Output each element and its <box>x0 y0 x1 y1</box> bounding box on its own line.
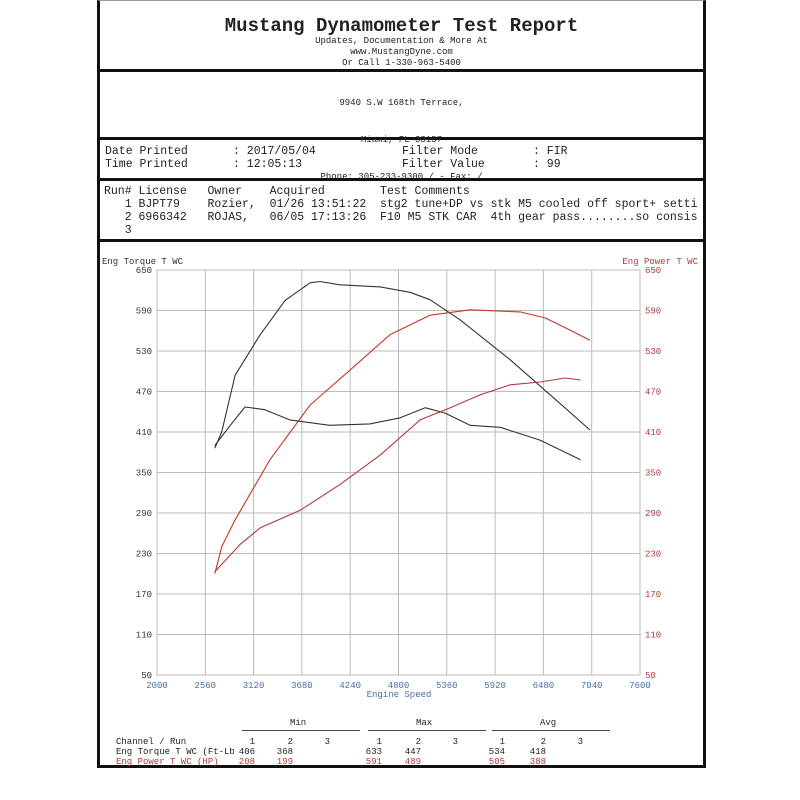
report-title: Mustang Dynamometer Test Report <box>224 15 579 37</box>
address-phone: Phone: 305-233-9300 / - Fax: / <box>320 172 483 182</box>
y-right-tick-label: 470 <box>645 387 662 398</box>
x-tick-label: 4800 <box>387 681 410 691</box>
header-line: Updates, Documentation & More At <box>315 36 488 46</box>
x-tick-label: 3120 <box>242 681 265 691</box>
y-left-tick-label: 410 <box>135 428 152 438</box>
y-left-tick-label: 470 <box>135 387 152 398</box>
stat-min: 368 <box>276 747 293 757</box>
x-tick-label: 7600 <box>629 681 651 691</box>
y-right-tick-label: 110 <box>645 630 662 641</box>
y-left-tick-label: 290 <box>135 509 152 519</box>
filter-value-label: Filter Value <box>402 158 485 171</box>
stat-min: 406 <box>238 747 255 757</box>
stat-max: 633 <box>365 747 382 757</box>
stats-group-max: Max <box>416 718 433 728</box>
y-right-tick-label: 650 <box>645 266 662 276</box>
y-left-tick-label: 650 <box>135 266 152 276</box>
time-label: Time Printed <box>105 158 188 171</box>
run-number: 1 <box>499 737 505 747</box>
channel-run-header: Channel / Run <box>116 737 187 747</box>
y-left-tick-label: 170 <box>135 590 152 600</box>
address-line: 9940 S.W 168th Terrace, <box>339 98 464 108</box>
channel-label: Eng Power T WC (HP) <box>116 757 219 767</box>
group-underline <box>368 730 486 731</box>
x-tick-label: 7040 <box>580 681 603 691</box>
run-number: 3 <box>324 737 330 747</box>
y-left-tick-label: 50 <box>141 671 152 681</box>
y-right-tick-label: 410 <box>645 428 662 438</box>
group-underline <box>492 730 610 731</box>
run-row: 2 6966342 ROJAS, 06/05 17:13:26 F10 M5 STK CAR 4th gear pass........so consis <box>104 211 698 224</box>
date-value: : 2017/05/04 <box>233 145 316 158</box>
y-left-tick-label: 350 <box>135 468 152 479</box>
series-line-eng-power-run-2 <box>215 378 581 572</box>
stat-max: 489 <box>404 757 421 767</box>
y-left-tick-label: 590 <box>135 306 152 317</box>
channel-label: Eng Torque T WC (Ft-Lb <box>116 747 235 757</box>
filter-mode-label: Filter Mode <box>402 145 478 158</box>
y-right-tick-label: 290 <box>645 509 662 519</box>
run-number: 3 <box>452 737 458 747</box>
time-value: : 12:05:13 <box>233 158 303 171</box>
y-left-label: Eng Torque T WC <box>102 257 184 267</box>
y-right-tick-label: 350 <box>645 468 662 479</box>
x-axis-label: Engine Speed <box>366 690 432 700</box>
run-number: 2 <box>415 737 421 747</box>
series-line-eng-torque-run-2 <box>215 407 581 460</box>
stat-max: 591 <box>365 757 382 767</box>
stat-min: 208 <box>238 757 255 767</box>
run-number: 3 <box>577 737 583 747</box>
run-row: 3 <box>104 224 132 237</box>
x-tick-label: 2000 <box>146 681 168 691</box>
stat-avg: 388 <box>529 757 546 767</box>
x-tick-label: 4240 <box>339 681 362 691</box>
y-right-tick-label: 530 <box>645 347 662 357</box>
run-number: 1 <box>249 737 255 747</box>
x-tick-label: 6480 <box>532 681 555 691</box>
stat-avg: 534 <box>488 747 505 757</box>
run-number: 2 <box>540 737 546 747</box>
series-line-eng-power-run-1 <box>215 310 590 574</box>
filter-mode-value: : FIR <box>533 145 568 158</box>
y-right-tick-label: 170 <box>645 590 662 600</box>
x-tick-label: 5360 <box>435 681 458 691</box>
x-tick-label: 2560 <box>194 681 217 691</box>
phone: Or Call 1-330-963-5400 <box>342 58 461 68</box>
run-number: 2 <box>287 737 293 747</box>
stat-max: 447 <box>404 747 421 757</box>
run-row: 1 BJPT79 Rozier, 01/26 13:51:22 stg2 tune+DP vs stk M5 cooled off sport+ setti <box>104 198 698 211</box>
y-right-tick-label: 230 <box>645 549 662 560</box>
stat-avg: 418 <box>529 747 546 757</box>
date-label: Date Printed <box>105 145 188 158</box>
group-underline <box>242 730 360 731</box>
y-left-tick-label: 530 <box>135 347 152 357</box>
y-right-tick-label: 50 <box>645 671 656 681</box>
stat-avg: 505 <box>488 757 505 767</box>
y-left-tick-label: 110 <box>135 630 152 641</box>
stats-group-avg: Avg <box>540 718 557 728</box>
stats-group-min: Min <box>290 718 307 728</box>
y-left-tick-label: 230 <box>135 549 152 560</box>
x-tick-label: 5920 <box>484 681 506 691</box>
x-tick-label: 3680 <box>291 681 313 691</box>
filter-value-value: : 99 <box>533 158 561 171</box>
y-right-tick-label: 590 <box>645 306 662 317</box>
address-line: Miami, FL 33157 <box>360 135 442 145</box>
stat-min: 199 <box>276 757 293 767</box>
series-line-eng-torque-run-1 <box>215 282 590 449</box>
website: www.MustangDyne.com <box>350 47 453 57</box>
runs-header: Run# License Owner Acquired Test Comments <box>104 185 470 198</box>
run-number: 1 <box>376 737 382 747</box>
y-right-label: Eng Power T WC <box>622 257 698 267</box>
